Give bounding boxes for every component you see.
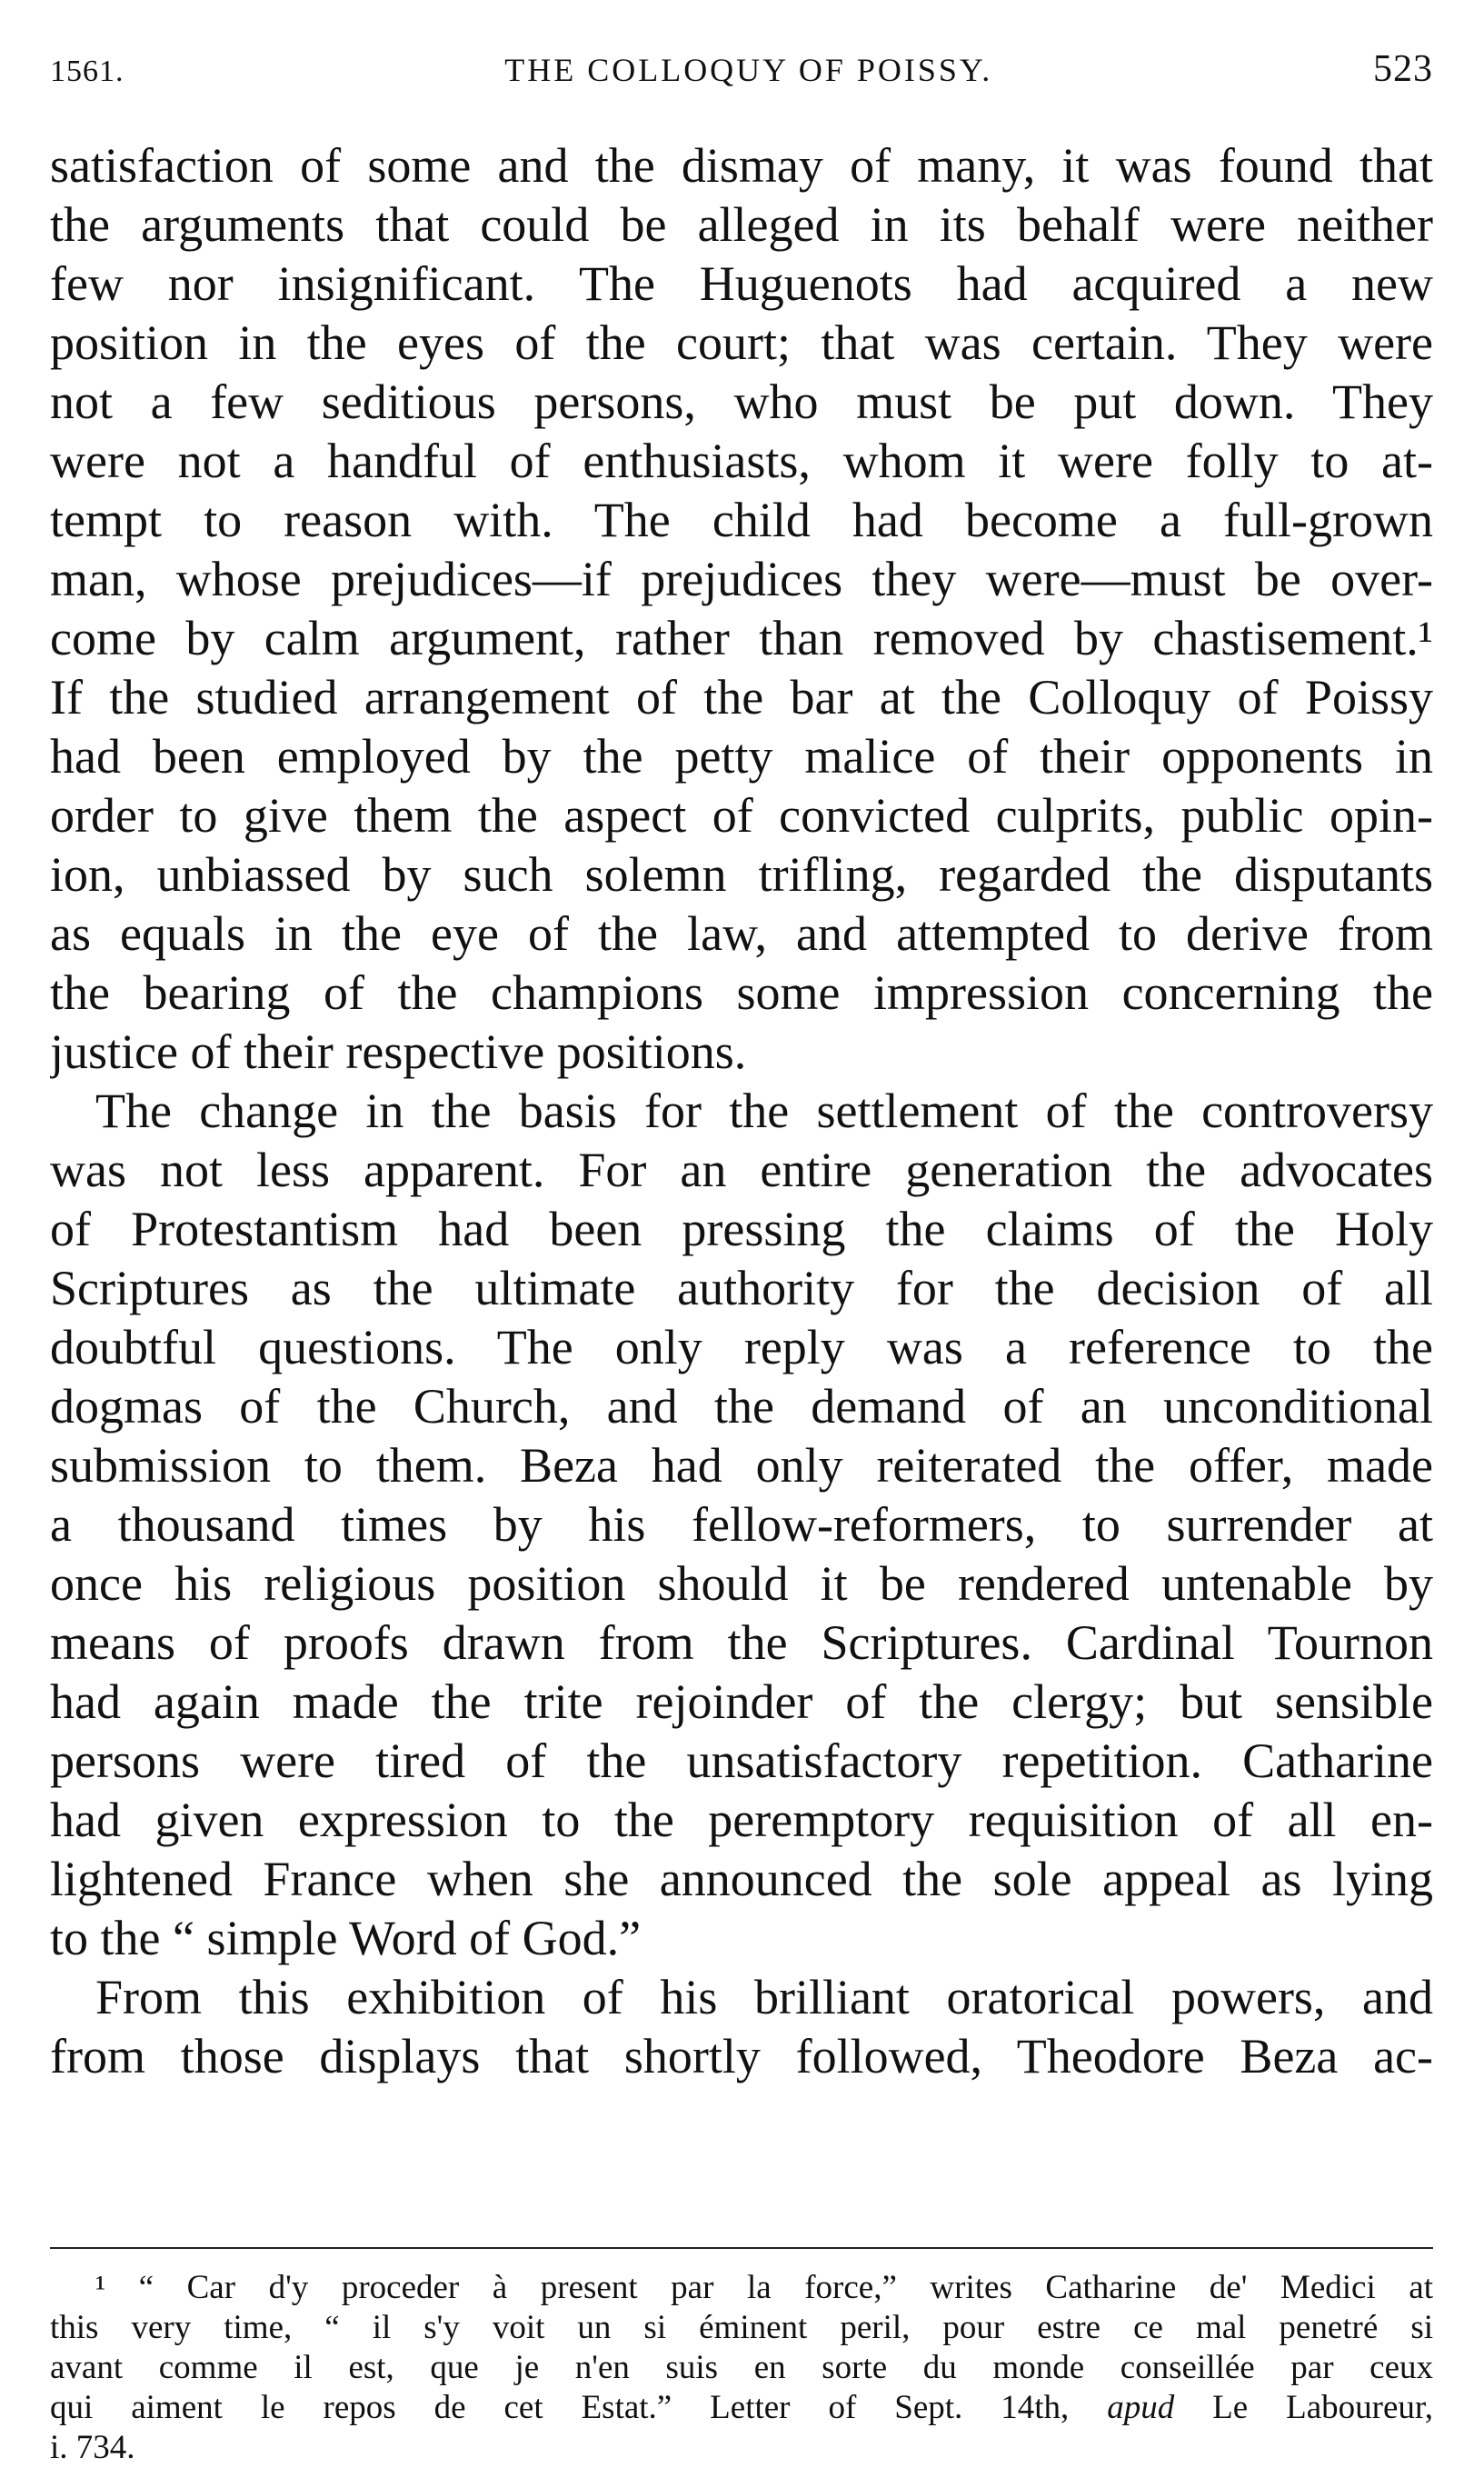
footnote-line: avant comme il est, que je n'en suis en sorte du monde conseillée par ceux [50, 2349, 1433, 2386]
footnote-line: ¹ “ Car d'y proceder à present par la force,” writes Catharine de' Medici at [95, 2269, 1433, 2306]
running-head-year: 1561. [50, 55, 124, 88]
text-line: persons were tired of the unsatisfactory repetition. Catharine [50, 1734, 1433, 1788]
text-line: Scriptures as the ultimate authority for the decision of all [50, 1261, 1433, 1315]
body-text [50, 136, 1433, 2086]
text-line: to the “ simple Word of God.” [50, 1911, 642, 1965]
footnote [50, 2268, 1433, 2468]
footnote-rule [50, 2247, 1433, 2249]
text-line: position in the eyes of the court; that was certain. They were [50, 315, 1433, 370]
text-line: order to give them the aspect of convicted culprits, public opin- [50, 788, 1433, 843]
text-line: lightened France when she announced the sole appeal as lying [50, 1852, 1433, 1906]
text-line: were not a handful of enthusiasts, whom it were folly to at- [50, 434, 1433, 488]
footnote-line: i. 734. [50, 2429, 135, 2466]
text-line: ion, unbiassed by such solemn trifling, regarded the disputants [50, 847, 1433, 902]
text-line: means of proofs drawn from the Scriptures. Cardinal Tournon [50, 1615, 1433, 1670]
text-line: the bearing of the champions some impression concerning the [50, 965, 1433, 1020]
page-number: 523 [1373, 48, 1433, 90]
text-line: had again made the trite rejoinder of the clergy; but sensible [50, 1674, 1433, 1729]
text-line: of Protestantism had been pressing the claims of the Holy [50, 1202, 1433, 1256]
text-line: had been employed by the petty malice of their opponents in [50, 729, 1433, 784]
text-line: was not less apparent. For an entire generation the advocates [50, 1143, 1433, 1197]
text-line: man, whose prejudices—if prejudices they were—must be over- [50, 552, 1433, 606]
text-line: justice of their respective positions. [50, 1024, 747, 1079]
text-line: as equals in the eye of the law, and attempted to derive from [50, 906, 1433, 961]
text-line: the arguments that could be alleged in its behalf were neither [50, 197, 1433, 252]
footnote-text: qui aiment le repos de cet Estat.” Letter of Sept. 14th, [50, 2389, 1108, 2426]
text-line: a thousand times by his fellow-reformers, to surrender at [50, 1497, 1433, 1552]
running-head [50, 47, 1433, 93]
text-line: once his religious position should it be rendered untenable by [50, 1556, 1433, 1611]
text-line: doubtful questions. The only reply was a reference to the [50, 1320, 1433, 1374]
text-line: from those displays that shortly followed, Theodore Beza ac- [50, 2029, 1433, 2083]
text-line: From this exhibition of his brilliant oratorical powers, and [95, 1970, 1433, 2024]
text-line: satisfaction of some and the dismay of many, it was found that [50, 138, 1433, 193]
text-line: come by calm argument, rather than removed by chastisement.¹ [50, 611, 1433, 665]
text-line: The change in the basis for the settlement of the controversy [95, 1084, 1433, 1138]
footnote-line [50, 2388, 1433, 2428]
text-line: tempt to reason with. The child had become a full-grown [50, 493, 1433, 547]
text-line: If the studied arrangement of the bar at the Colloquy of Poissy [50, 670, 1433, 724]
running-head-title: THE COLLOQUY OF POISSY. [504, 52, 993, 88]
text-line: dogmas of the Church, and the demand of an unconditional [50, 1379, 1433, 1434]
footnote-line: this very time, “ il s'y voit un si éminent peril, pour estre ce mal penetré si [50, 2309, 1433, 2346]
text-line: few nor insignificant. The Huguenots had acquired a new [50, 256, 1433, 311]
footnote-text: Le Laboureur, [1174, 2389, 1433, 2426]
footnote-italic: apud [1107, 2389, 1175, 2426]
text-line: not a few seditious persons, who must be put down. They [50, 375, 1433, 429]
text-line: submission to them. Beza had only reiterated the offer, made [50, 1438, 1433, 1493]
text-line: had given expression to the peremptory requisition of all en- [50, 1793, 1433, 1847]
